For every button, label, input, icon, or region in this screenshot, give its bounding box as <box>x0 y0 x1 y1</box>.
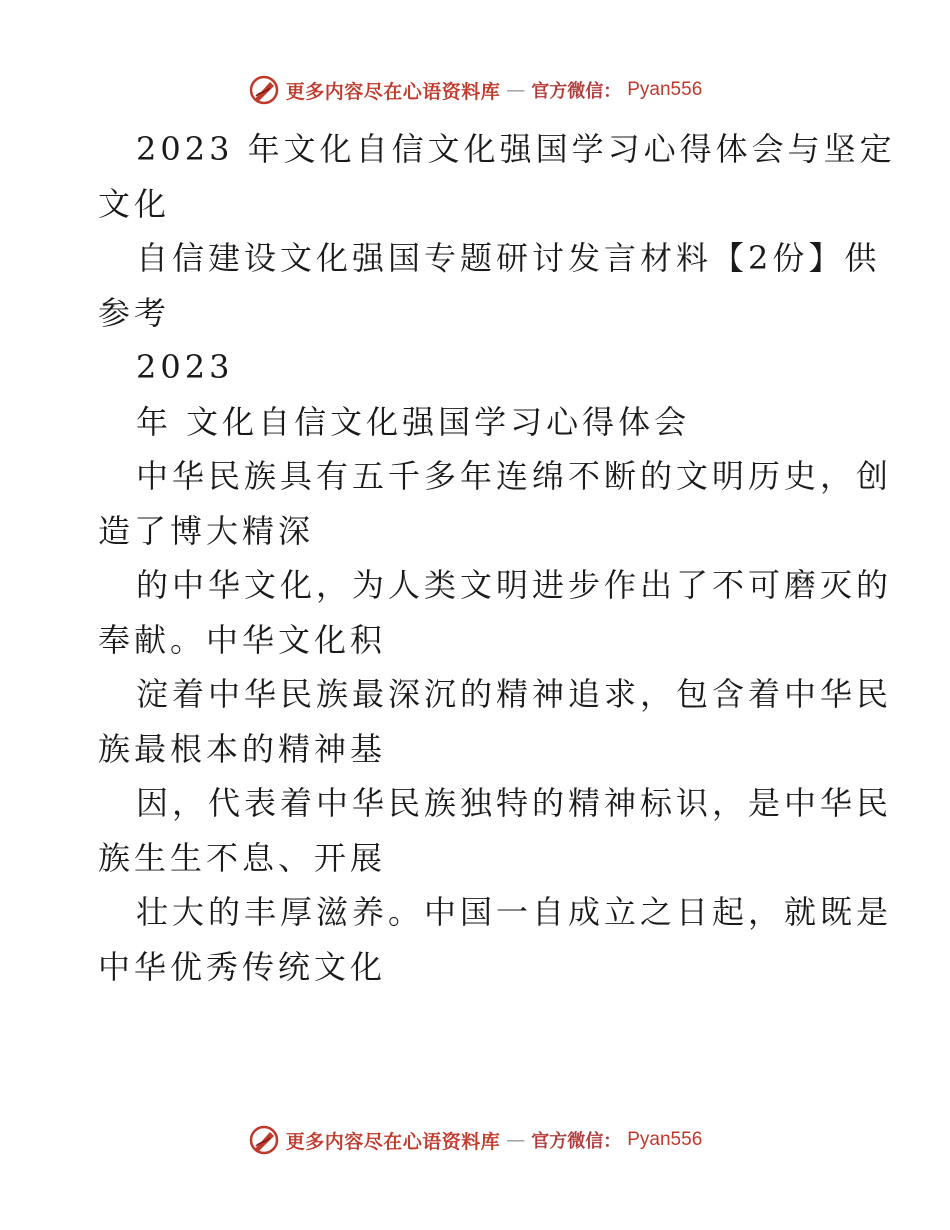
header-watermark <box>0 70 950 110</box>
watermark-separator: — <box>506 1129 526 1151</box>
document-body <box>98 122 896 994</box>
section-heading: 年 文化自信文化强国学习心得体会 <box>136 402 691 441</box>
paragraph-line: 族最根本的精神基 <box>98 729 387 768</box>
paragraph-line: 中华民族具有五千多年连绵不断的文明历史，创 <box>136 457 893 495</box>
title-line-1: 2023 年文化自信文化强国学习心得体会与坚定 <box>136 130 896 168</box>
watermark-separator: — <box>506 79 526 101</box>
paragraph-line: 壮大的丰厚滋养。中国一自成立之日起，就既是 <box>136 893 893 931</box>
watermark-official-label: 官方微信： <box>531 1131 622 1152</box>
pen-logo-icon <box>248 1124 280 1156</box>
paragraph-line: 淀着中华民族最深沉的精神追求，包含着中华民 <box>136 675 893 713</box>
title-line-3: 自信建设文化强国专题研讨发言材料【2份】供 <box>136 239 881 277</box>
watermark-site-text: 更多内容尽在心语资料库 <box>285 80 501 103</box>
paragraph-line: 的中华文化，为人类文明进步作出了不可磨灭的 <box>136 566 893 604</box>
paragraph-line: 奉献。中华文化积 <box>98 620 387 659</box>
paragraph-line: 中华优秀传统文化 <box>98 947 387 986</box>
section-year: 2023 <box>136 348 234 386</box>
watermark-wechat-id: Pyan556 <box>627 1129 703 1150</box>
title-line-4: 参考 <box>98 293 171 332</box>
paragraph-line: 族生生不息、开展 <box>98 838 387 877</box>
watermark-site-text: 更多内容尽在心语资料库 <box>285 1130 501 1153</box>
paragraph-line: 因，代表着中华民族独特的精神标识，是中华民 <box>136 784 893 822</box>
title-line-2: 文化 <box>98 184 171 223</box>
paragraph-line: 造了博大精深 <box>98 511 315 550</box>
footer-watermark <box>0 1120 950 1160</box>
watermark-official-label: 官方微信： <box>531 81 622 102</box>
watermark-wechat-id: Pyan556 <box>627 79 703 100</box>
pen-logo-icon <box>248 74 280 106</box>
